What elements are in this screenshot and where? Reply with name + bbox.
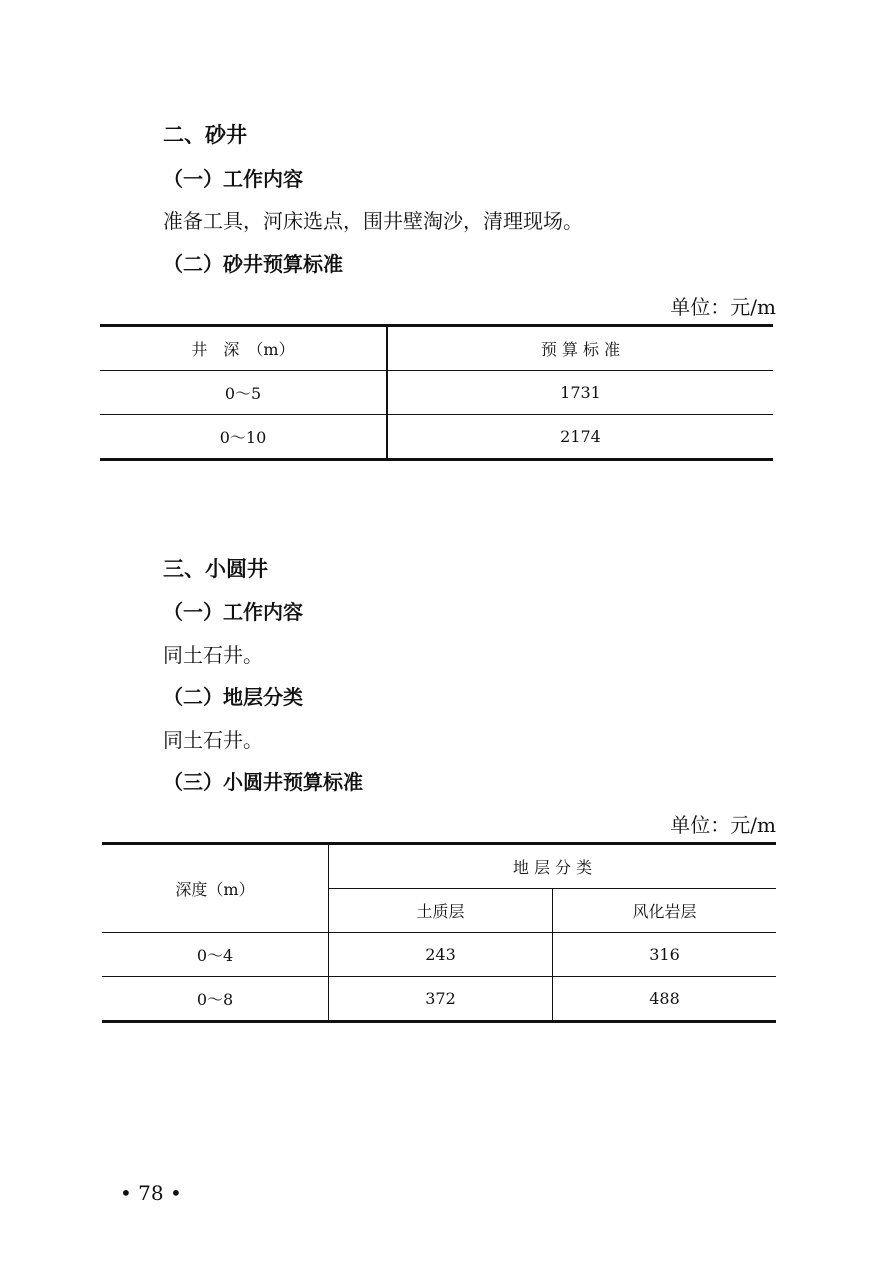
section3-title: 三、小圆井 (163, 556, 268, 581)
section3-subheading-strata: （二）地层分类 (163, 685, 303, 709)
section3-subheading-standard: （三）小圆井预算标准 (163, 770, 363, 794)
section2-work-content: 准备工具，河床选点，围井壁淘沙，清理现场。 (163, 209, 583, 233)
cell-standard: 2174 (387, 415, 773, 460)
section3-unit: 单位：元/m (670, 813, 776, 837)
cell-depth: 0～4 (102, 933, 329, 977)
section2-title: 二、砂井 (163, 122, 247, 147)
header-budget-standard: 预 算 标 准 (540, 340, 621, 359)
table-row (102, 977, 776, 1022)
table-header-row (100, 326, 773, 371)
cell-standard: 1731 (387, 371, 773, 415)
cell-rock-value: 488 (553, 977, 777, 1022)
cell-depth: 0～8 (102, 977, 329, 1022)
section2-unit: 单位：元/m (670, 295, 776, 319)
section3-subheading-work: （一）工作内容 (163, 600, 303, 624)
section2-subheading-standard: （二）砂井预算标准 (163, 252, 343, 276)
header-weathered-rock-layer: 风化岩层 (553, 889, 777, 933)
section3-work-content: 同土石井。 (163, 643, 263, 667)
cell-depth: 0～5 (100, 371, 387, 415)
cell-soil-value: 243 (329, 933, 553, 977)
section2-subheading-work: （一）工作内容 (163, 167, 303, 191)
table-header-row (102, 844, 776, 889)
header-strata-classification: 地 层 分 类 (512, 858, 593, 877)
small-round-well-table (102, 842, 776, 1023)
cell-depth: 0～10 (100, 415, 387, 460)
page-number: • 78 • (120, 1181, 182, 1205)
section3-strata-content: 同土石井。 (163, 728, 263, 752)
table-row (100, 371, 773, 415)
sand-well-table (100, 324, 773, 461)
cell-rock-value: 316 (553, 933, 777, 977)
header-well-depth: 井 深 （m） (100, 326, 387, 371)
table-row (100, 415, 773, 460)
header-depth: 深度（m） (102, 844, 329, 933)
header-soil-layer: 土质层 (329, 889, 553, 933)
cell-soil-value: 372 (329, 977, 553, 1022)
table-row (102, 933, 776, 977)
